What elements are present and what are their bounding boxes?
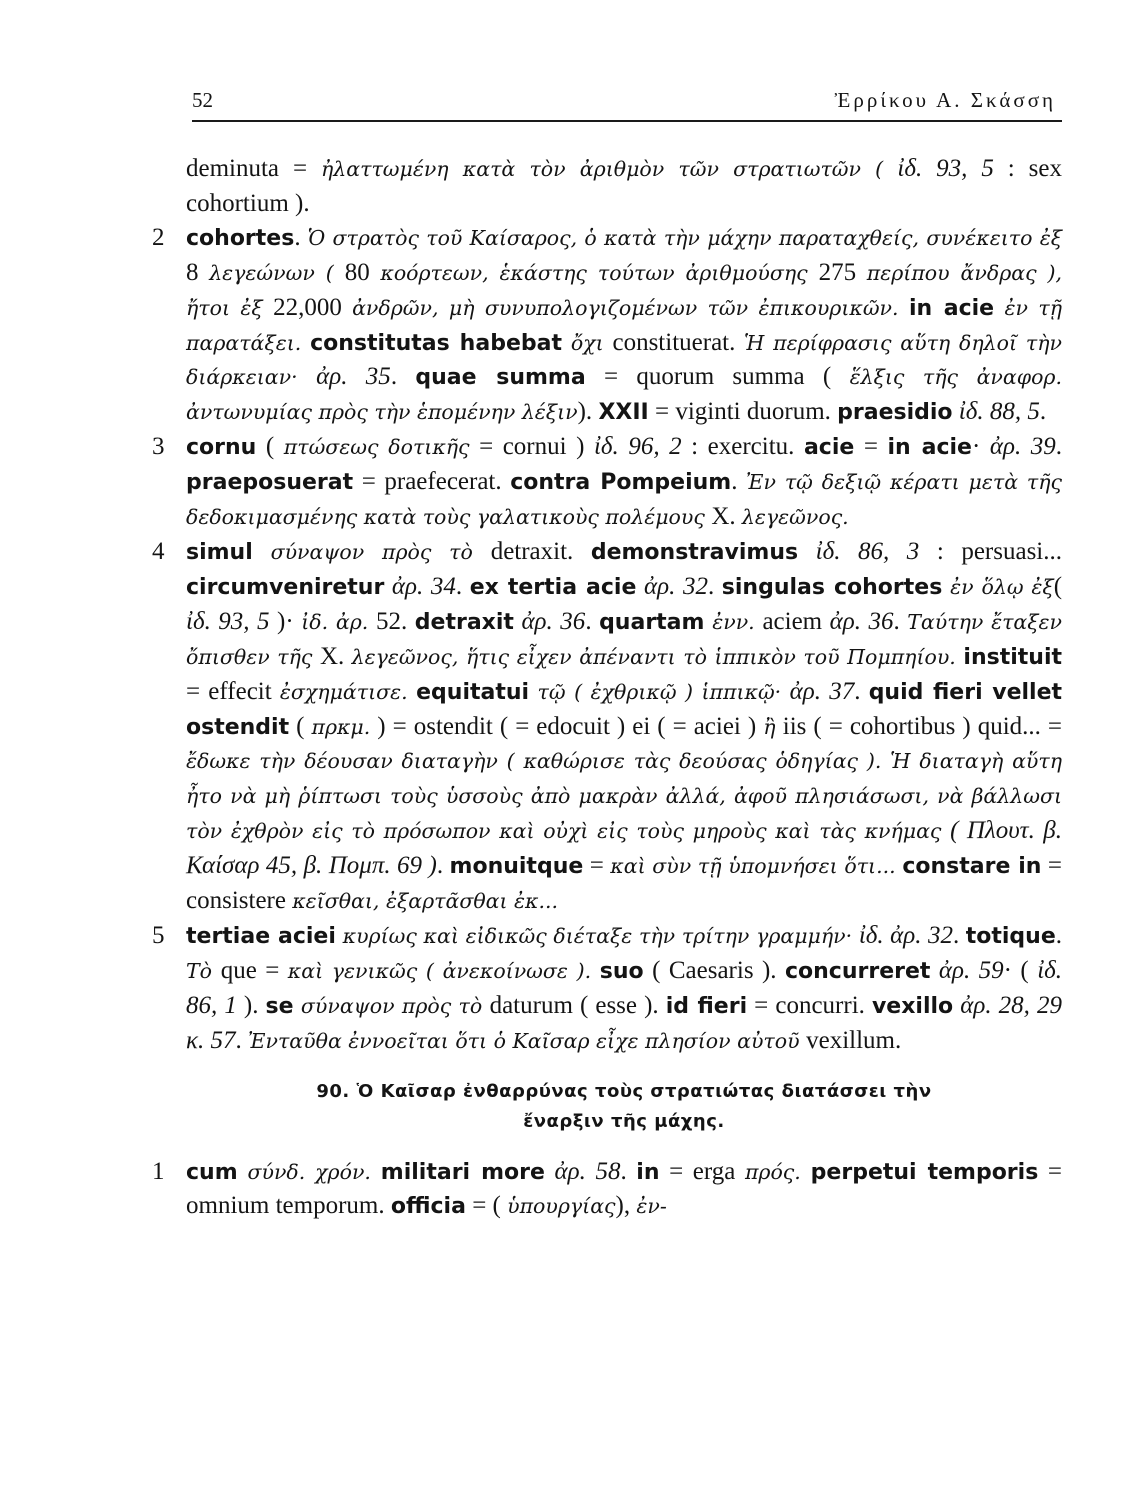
latin-text bbox=[384, 573, 392, 600]
latin-lemma: in bbox=[636, 1159, 660, 1185]
greek-gloss: Ὁ στρατὸς τοῦ Καίσαρος, ὁ κατὰ τὴν μάχην παραταχθείς, συνέκειτο ἐξ bbox=[307, 225, 1063, 250]
greek-gloss: Ἐν τῷ δεξιῷ κέρατι μετὰ τῆς δεδοκιμασμένης κατὰ τοὺς γαλατικοὺς πολέμους bbox=[186, 470, 1063, 530]
greek-gloss: σύναψον πρὸς τὸ bbox=[252, 539, 491, 564]
greek-gloss: ἐσχημάτισε. bbox=[279, 679, 417, 704]
latin-text: vexillum. bbox=[806, 1026, 902, 1054]
latin-lemma: instituit bbox=[963, 644, 1062, 670]
latin-lemma: se bbox=[265, 993, 294, 1019]
latin-text: = effecit bbox=[186, 677, 280, 705]
latin-lemma: tertiae aciei bbox=[186, 923, 336, 949]
latin-lemma: constitutas habebat bbox=[310, 330, 562, 356]
greek-gloss: κοόρτεων, ἑκάστης τούτων ἀριθμούσης bbox=[380, 260, 819, 285]
latin-text: que = bbox=[220, 956, 288, 984]
latin-text: . bbox=[953, 921, 966, 949]
greek-gloss: περίπου ἄνδρας ), ἤτοι ἐξ bbox=[186, 260, 1063, 320]
latin-text bbox=[930, 957, 938, 984]
greek-gloss: τῷ ( ἐχθρικῷ ) ἱππικῷ· bbox=[529, 679, 790, 704]
latin-lemma: praeposuerat bbox=[186, 470, 354, 496]
greek-gloss: Ταύτην ἔταξεν ὄπισθεν τῆς bbox=[186, 609, 1063, 669]
latin-text: ( bbox=[256, 433, 284, 461]
latin-text: . bbox=[585, 607, 600, 635]
latin-lemma: quae summa bbox=[415, 365, 586, 391]
latin-text: X. bbox=[711, 503, 742, 531]
line-number: 5 bbox=[152, 921, 165, 949]
latin-text: . bbox=[1039, 398, 1047, 426]
reference: ( Πλουτ. β. Καίσαρ 45, β. Πομπ. 69 ) bbox=[186, 817, 1062, 880]
greek-gloss: λεγεῶνος. bbox=[741, 505, 849, 530]
greek-gloss: κυρίως καὶ εἰδικῶς διέταξε τὴν τρίτην γραμμήν· bbox=[335, 923, 859, 948]
latin-lemma: vexillo bbox=[871, 993, 954, 1019]
greek-gloss: ἐνν. bbox=[704, 609, 763, 634]
commentary-paragraph bbox=[152, 1155, 1062, 1225]
latin-text: ( bbox=[289, 712, 312, 740]
greek-gloss: ἀνδρῶν, μὴ συνυπολογιζομένων τῶν ἐπικουρικῶν. bbox=[352, 295, 909, 320]
greek-gloss: ἠλαττωμένη κατὰ τὸν ἀριθμὸν τῶν στρατιωτῶν ( bbox=[321, 157, 898, 181]
latin-lemma: monuitque bbox=[449, 854, 584, 880]
latin-lemma: quid fieri vellet ostendit bbox=[186, 679, 1063, 740]
line-number: 3 bbox=[152, 433, 165, 461]
latin-text: . bbox=[390, 363, 416, 391]
greek-gloss: Ἡ περίφρασις αὕτη δηλοῖ τὴν διάρκειαν· bbox=[186, 330, 1062, 390]
latin-lemma: contra Pompeium bbox=[510, 470, 732, 496]
reference: ἀρ. 36 bbox=[829, 607, 894, 635]
greek-gloss: λεγεώνων ( bbox=[209, 260, 345, 285]
reference: ἰδ. 86, 1 bbox=[186, 956, 1063, 1019]
line-number: 1 bbox=[152, 1157, 165, 1185]
latin-text: 52. bbox=[376, 607, 415, 635]
reference: ἰδ. 93, 5 bbox=[186, 607, 270, 635]
latin-lemma: ex tertia acie bbox=[469, 574, 637, 600]
latin-lemma: totique bbox=[965, 923, 1056, 949]
latin-text: )· bbox=[269, 607, 302, 635]
greek-gloss: ἐν ὅλῳ ἐξ bbox=[942, 574, 1054, 599]
commentary-paragraph bbox=[152, 430, 1062, 535]
section-heading-line1: Ὁ Καῖσαρ ἐνθαρρύνας τοὺς στρατιώτας διατάσσει τὴν bbox=[356, 1080, 932, 1102]
greek-gloss: Τὸ bbox=[186, 958, 221, 983]
latin-text: · bbox=[971, 433, 990, 461]
reference: ἀρ. 35 bbox=[316, 363, 391, 391]
latin-text: ). bbox=[577, 398, 599, 426]
latin-text: 8 bbox=[186, 258, 210, 286]
latin-text: . bbox=[1055, 433, 1063, 461]
running-title: Ἐρρίκου Α. Σκάσση bbox=[834, 88, 1056, 112]
latin-text: deminuta = bbox=[186, 155, 321, 182]
latin-text: . bbox=[294, 223, 308, 251]
latin-text: = cornui ) bbox=[469, 433, 594, 461]
section-heading-line2: ἔναρξιν τῆς μάχης. bbox=[523, 1110, 725, 1132]
latin-lemma: singulas cohortes bbox=[721, 574, 943, 600]
latin-lemma: simul bbox=[186, 539, 253, 565]
greek-gloss: λεγεῶνος, ἥτις εἶχεν ἀπέναντι τὸ ἱππικὸν τοῦ Πομπηίου. bbox=[351, 644, 964, 669]
latin-text: 22,000 bbox=[273, 293, 353, 321]
latin-text: 275 bbox=[818, 258, 867, 286]
commentary-paragraph bbox=[152, 221, 1062, 430]
commentary-paragraph bbox=[152, 535, 1062, 919]
latin-text: aciem bbox=[762, 607, 830, 635]
latin-text: = omnium temporum. bbox=[186, 1157, 1062, 1220]
latin-text: . bbox=[854, 677, 869, 705]
page-header bbox=[152, 80, 1062, 120]
commentary-paragraphs bbox=[152, 152, 1062, 1059]
commentary-paragraph bbox=[152, 919, 1062, 1059]
greek-gloss: ἐν- bbox=[636, 1194, 667, 1219]
latin-text: . bbox=[620, 1157, 637, 1185]
latin-text: X. bbox=[319, 642, 352, 670]
latin-text: = bbox=[583, 852, 611, 880]
reference: ἀρ. 39 bbox=[989, 433, 1056, 461]
latin-text: ( bbox=[1053, 572, 1063, 600]
latin-text: . bbox=[436, 852, 450, 880]
latin-lemma: detraxit bbox=[414, 609, 514, 635]
latin-text: daturum ( esse ). bbox=[489, 991, 666, 1019]
latin-text: . bbox=[707, 572, 722, 600]
latin-text: . bbox=[731, 468, 747, 496]
latin-lemma: in acie bbox=[908, 295, 995, 321]
latin-lemma: militari more bbox=[380, 1159, 545, 1185]
reference: ἰδ. 86, 3 bbox=[815, 537, 920, 565]
latin-text: iis ( = cohortibus ) quid... = bbox=[782, 712, 1062, 740]
reference: ἀρ. 37 bbox=[789, 677, 855, 705]
latin-text: detraxit. bbox=[490, 537, 591, 565]
page bbox=[152, 80, 1063, 1220]
latin-lemma: id fieri bbox=[665, 993, 748, 1019]
greek-gloss: πρκμ. bbox=[311, 714, 371, 739]
reference: ἀρ. 34 bbox=[391, 572, 456, 600]
latin-text: = ( bbox=[465, 1192, 508, 1220]
greek-gloss: κεῖσθαι, ἐξαρτᾶσθαι ἐκ... bbox=[292, 889, 559, 914]
latin-text: 80 bbox=[344, 258, 381, 286]
latin-text bbox=[636, 573, 644, 600]
line-number: 4 bbox=[152, 537, 165, 565]
latin-text: = praefecerat. bbox=[353, 468, 511, 496]
greek-gloss: ἰδ. ἀρ. bbox=[301, 609, 377, 634]
latin-text: . bbox=[455, 572, 470, 600]
latin-text: ( Caesaris ). bbox=[643, 956, 785, 984]
latin-text: = consistere bbox=[186, 852, 1062, 915]
latin-text: : exercitu. bbox=[681, 433, 804, 461]
latin-text: ), bbox=[615, 1192, 637, 1220]
latin-lemma: suo bbox=[599, 958, 644, 984]
commentary-body bbox=[152, 152, 1062, 1224]
latin-text: . bbox=[1055, 921, 1062, 949]
latin-lemma: concurreret bbox=[784, 958, 931, 984]
section-90-paragraphs bbox=[152, 1155, 1062, 1225]
reference: ἰδ. 96, 2 bbox=[593, 433, 682, 461]
latin-text: = erga bbox=[659, 1157, 745, 1185]
greek-gloss: ἔδωκε τὴν δέουσαν διαταγὴν ( καθώρισε τὰς δεούσας ὁδηγίας ). Ἡ διαταγὴ αὕτη ἦτο νὰ μὴ ῥίπτωσι τοὺς ὑσσοὺς ἀπὸ μακρὰν ἀλλά, ἀφοῦ πλησιάσωσι, νὰ βάλλωσι τὸν ἐχθρὸν εἰς τὸ πρόσωπον καὶ οὐχὶ εἰς τοὺς μηροὺς καὶ τὰς κνήμας bbox=[186, 749, 1062, 844]
greek-gloss: σύνδ. χρόν. bbox=[237, 1159, 381, 1184]
latin-text: ). bbox=[236, 991, 266, 1019]
latin-text: . bbox=[235, 1026, 248, 1054]
latin-text: constituerat. bbox=[612, 328, 744, 356]
latin-text: = viginti duorum. bbox=[648, 398, 838, 426]
reference: ἀρ. 32 bbox=[643, 572, 708, 600]
reference: ἀρ. 36 bbox=[521, 607, 586, 635]
latin-text: = bbox=[854, 433, 888, 461]
latin-lemma: in acie bbox=[887, 435, 972, 461]
latin-lemma: praesidio bbox=[837, 400, 953, 426]
latin-lemma: equitatui bbox=[416, 679, 530, 705]
latin-lemma: acie bbox=[803, 435, 855, 461]
latin-lemma: cum bbox=[186, 1159, 238, 1185]
greek-gloss: ἕλξις τῆς ἀναφορ. ἀντωνυμίας πρὸς τὴν ἑπομένην λέξιν bbox=[186, 365, 1062, 425]
greek-gloss: πρός. bbox=[744, 1159, 811, 1184]
greek-gloss: καὶ γενικῶς ( ἀνεκοίνωσε ). bbox=[287, 958, 600, 983]
reference: ἰδ. 93, 5 bbox=[897, 155, 994, 182]
line-number: 2 bbox=[152, 223, 165, 251]
latin-text: : sex cohortium ). bbox=[186, 155, 1062, 217]
latin-text: · ( bbox=[1003, 956, 1038, 984]
reference: ἰδ. 88, 5 bbox=[958, 398, 1040, 426]
greek-gloss: καὶ σὺν τῇ ὑπομνήσει ὅτι... bbox=[610, 854, 903, 879]
latin-text bbox=[798, 538, 816, 565]
latin-text: . bbox=[893, 607, 908, 635]
latin-text: ) = ostendit ( = edocuit ) ei ( = aciei ) bbox=[370, 712, 764, 740]
latin-lemma: cornu bbox=[186, 435, 257, 461]
latin-lemma: XXII bbox=[598, 400, 649, 426]
latin-lemma: quartam bbox=[599, 609, 705, 635]
greek-gloss: ὑπουργίας bbox=[507, 1194, 616, 1219]
latin-text: = concurri. bbox=[747, 991, 872, 1019]
latin-lemma: constare in bbox=[902, 854, 1042, 880]
latin-text: : persuasi... bbox=[919, 537, 1062, 565]
reference: ἀρ. 59 bbox=[938, 956, 1004, 984]
reference: ἰδ. ἀρ. 32 bbox=[858, 921, 953, 949]
greek-gloss: ἢ bbox=[763, 714, 783, 739]
greek-gloss: ὄχι bbox=[561, 330, 613, 355]
greek-gloss: ἐν τῇ παρατάξει. bbox=[186, 295, 1063, 355]
latin-lemma: circumveniretur bbox=[186, 574, 385, 600]
header-rule bbox=[192, 120, 1062, 122]
latin-text: = quorum summa ( bbox=[585, 363, 850, 391]
greek-gloss: σύναψον πρὸς τὸ bbox=[293, 993, 490, 1018]
commentary-paragraph bbox=[152, 152, 1062, 221]
latin-lemma: demonstravimus bbox=[590, 539, 799, 565]
latin-lemma: perpetui temporis bbox=[810, 1159, 1039, 1185]
latin-lemma: officia bbox=[390, 1194, 466, 1220]
page-number: 52 bbox=[192, 88, 213, 112]
greek-gloss: Ἐνταῦθα ἐννοεῖται ὅτι ὁ Καῖσαρ εἶχε πλησίον αὐτοῦ bbox=[248, 1028, 807, 1053]
latin-lemma: cohortes bbox=[186, 225, 295, 251]
section-number: 90. bbox=[316, 1080, 350, 1102]
reference: ἀρ. 28, 29 κ. 57 bbox=[186, 991, 1062, 1054]
section-heading bbox=[152, 1077, 1062, 1137]
greek-gloss: πτώσεως δοτικῆς bbox=[283, 435, 470, 460]
reference: ἀρ. 58 bbox=[554, 1157, 621, 1185]
